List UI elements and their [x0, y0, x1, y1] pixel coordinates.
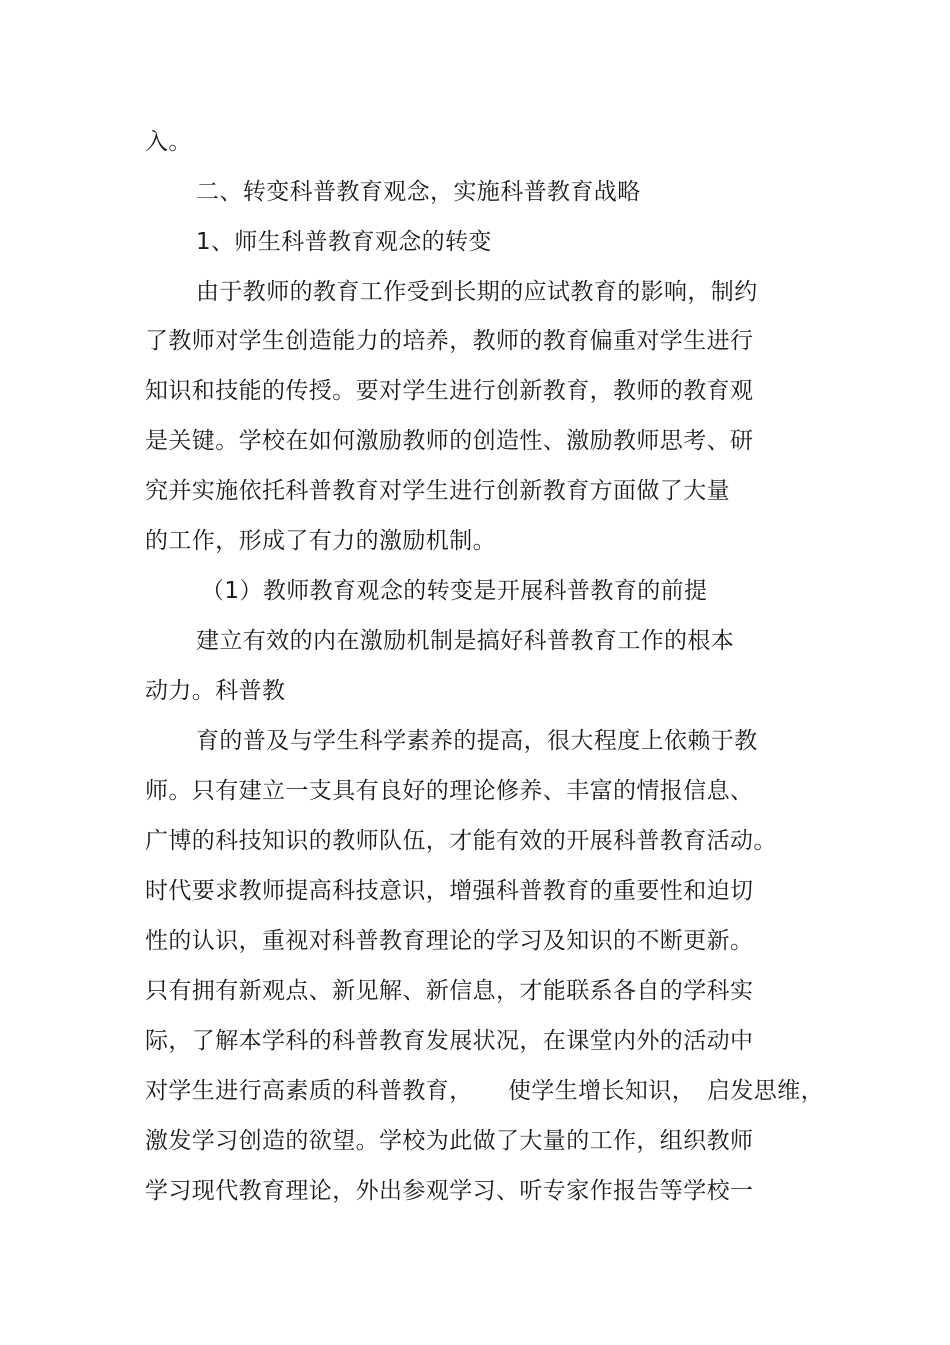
- text-line-22: 学习现代教育理论，外出参观学习、听专家作报告等学校一: [145, 1178, 754, 1204]
- text-line-11: 建立有效的内在激励机制是搞好科普教育工作的根本: [196, 628, 735, 654]
- text-line-21: 激发学习创造的欲望。学校为此做了大量的工作，组织教师: [145, 1128, 754, 1154]
- section-heading: 二、转变科普教育观念，实施科普教育战略: [196, 179, 641, 205]
- text-line-19: 际，了解本学科的科普教育发展状况，在课堂内外的活动中: [145, 1028, 754, 1054]
- text-line-4: 由于教师的教育工作受到长期的应试教育的影响，制约: [196, 279, 758, 305]
- text-line-9: 的工作，形成了有力的激励机制。: [145, 528, 496, 554]
- text-line-20: 对学生进行高素质的科普教育， 使学生增长知识， 启发思维，: [145, 1078, 824, 1104]
- text-line-18: 只有拥有新观点、新见解、新信息，才能联系各自的学科实: [145, 978, 754, 1004]
- text-line-8: 究并实施依托科普教育对学生进行创新教育方面做了大量: [145, 478, 730, 504]
- text-line-15: 广博的科技知识的教师队伍，才能有效的开展科普教育活动。: [145, 828, 777, 854]
- sub-subsection-heading: （1）教师教育观念的转变是开展科普教育的前提: [201, 578, 708, 604]
- text-line-6: 知识和技能的传授。要对学生进行创新教育，教师的教育观: [145, 378, 754, 404]
- text-line-1: 入。: [145, 129, 192, 155]
- subsection-heading: 1、师生科普教育观念的转变: [196, 229, 492, 255]
- text-line-14: 师。只有建立一支具有良好的理论修养、丰富的情报信息、: [145, 778, 754, 804]
- text-line-7: 是关键。学校在如何激励教师的创造性、激励教师思考、研: [145, 428, 754, 454]
- text-line-17: 性的认识，重视对科普教育理论的学习及知识的不断更新。: [145, 928, 754, 954]
- text-line-5: 了教师对学生创造能力的培养，教师的教育偏重对学生进行: [145, 328, 754, 354]
- text-line-13: 育的普及与学生科学素养的提高，很大程度上依赖于教: [196, 728, 758, 754]
- text-line-12: 动力。科普教: [145, 678, 286, 704]
- text-line-16: 时代要求教师提高科技意识，增强科普教育的重要性和迫切: [145, 878, 754, 904]
